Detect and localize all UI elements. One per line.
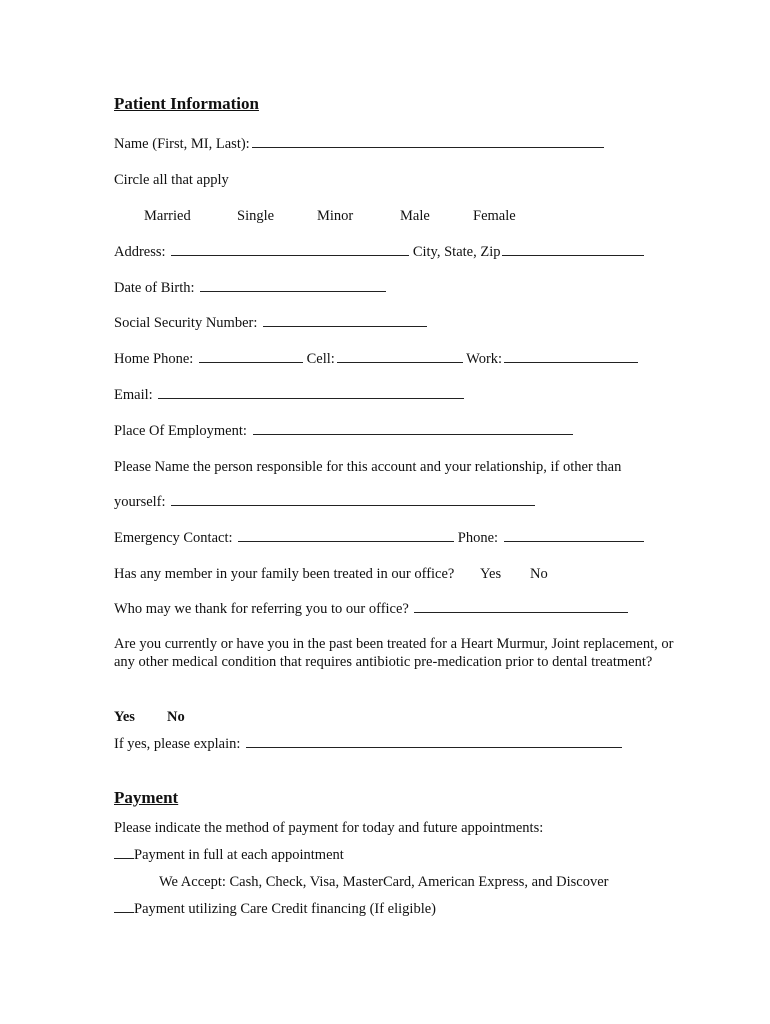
- accepted-payments-text: We Accept: Cash, Check, Visa, MasterCard, American Express, and Discover: [159, 874, 609, 890]
- option-minor[interactable]: Minor: [317, 208, 354, 224]
- responsible-party-field[interactable]: [171, 493, 535, 506]
- family-question: Has any member in your family been treated in our office?: [114, 566, 455, 582]
- medical-yes-option[interactable]: Yes: [114, 709, 135, 725]
- phone-row: [114, 350, 638, 368]
- payment-full-label: Payment in full at each appointment: [134, 847, 344, 863]
- medical-no-option[interactable]: No: [167, 709, 185, 725]
- dob-label: Date of Birth:: [114, 280, 195, 296]
- employment-field[interactable]: [253, 422, 573, 435]
- option-female[interactable]: Female: [473, 208, 516, 224]
- payment-full-checkbox[interactable]: [114, 846, 134, 859]
- name-label: Name (First, MI, Last):: [114, 136, 250, 152]
- emergency-contact-field[interactable]: [238, 529, 454, 542]
- yourself-label: yourself:: [114, 494, 166, 510]
- circle-options-row: [0, 207, 770, 225]
- emergency-contact-label: Emergency Contact:: [114, 530, 233, 546]
- city-state-zip-field[interactable]: [502, 243, 644, 256]
- name-row: [114, 135, 604, 153]
- home-phone-field[interactable]: [199, 350, 303, 363]
- payment-care-credit-checkbox[interactable]: [114, 900, 134, 913]
- emergency-phone-label: Phone:: [457, 530, 499, 546]
- address-label: Address:: [114, 244, 166, 260]
- ssn-field[interactable]: [263, 314, 427, 327]
- email-row: [114, 386, 464, 404]
- cell-field[interactable]: [337, 350, 463, 363]
- emergency-row: [114, 529, 644, 547]
- name-field[interactable]: [252, 135, 604, 148]
- option-married[interactable]: Married: [144, 208, 191, 224]
- responsible-text: Please Name the person responsible for this account and your relationship, if other than: [114, 459, 622, 475]
- ssn-label: Social Security Number:: [114, 315, 258, 331]
- work-label: Work:: [466, 351, 503, 367]
- explain-row: [114, 735, 622, 753]
- circle-label: Circle all that apply: [114, 172, 229, 188]
- medical-question: Are you currently or have you in the past been treated for a Heart Murmur, Joint replacement, or any other medical condition that requires antibiotic pre-medication prior to dental treatment?: [114, 636, 674, 670]
- address-field[interactable]: [171, 243, 409, 256]
- referral-field[interactable]: [414, 600, 628, 613]
- dob-field[interactable]: [200, 279, 386, 292]
- employment-row: [114, 422, 573, 440]
- address-row: [114, 243, 644, 261]
- explain-label: If yes, please explain:: [114, 736, 241, 752]
- payment-heading: Payment: [114, 788, 179, 807]
- patient-information-heading: Patient Information: [114, 94, 259, 113]
- city-state-zip-label: City, State, Zip: [412, 244, 501, 260]
- dob-row: [114, 279, 386, 297]
- ssn-row: [114, 314, 427, 332]
- emergency-phone-field[interactable]: [504, 529, 644, 542]
- option-male[interactable]: Male: [400, 208, 430, 224]
- family-yes-option[interactable]: Yes: [480, 566, 502, 582]
- cell-label: Cell:: [306, 351, 335, 367]
- referral-row: [114, 600, 628, 618]
- home-phone-label: Home Phone:: [114, 351, 194, 367]
- payment-care-credit-label: Payment utilizing Care Credit financing (If eligible): [134, 901, 436, 917]
- payment-full-row: [114, 846, 344, 864]
- family-question-row: [114, 565, 674, 583]
- payment-intro: Please indicate the method of payment for today and future appointments:: [114, 820, 544, 836]
- referral-label: Who may we thank for referring you to our office?: [114, 601, 409, 617]
- yourself-row: [114, 493, 535, 511]
- family-no-option[interactable]: No: [530, 566, 548, 582]
- option-single[interactable]: Single: [237, 208, 275, 224]
- explain-field[interactable]: [246, 735, 622, 748]
- work-field[interactable]: [504, 350, 638, 363]
- employment-label: Place Of Employment:: [114, 423, 247, 439]
- email-label: Email:: [114, 387, 153, 403]
- email-field[interactable]: [158, 386, 464, 399]
- medical-answer-row: [114, 708, 314, 726]
- payment-care-credit-row: [114, 900, 436, 918]
